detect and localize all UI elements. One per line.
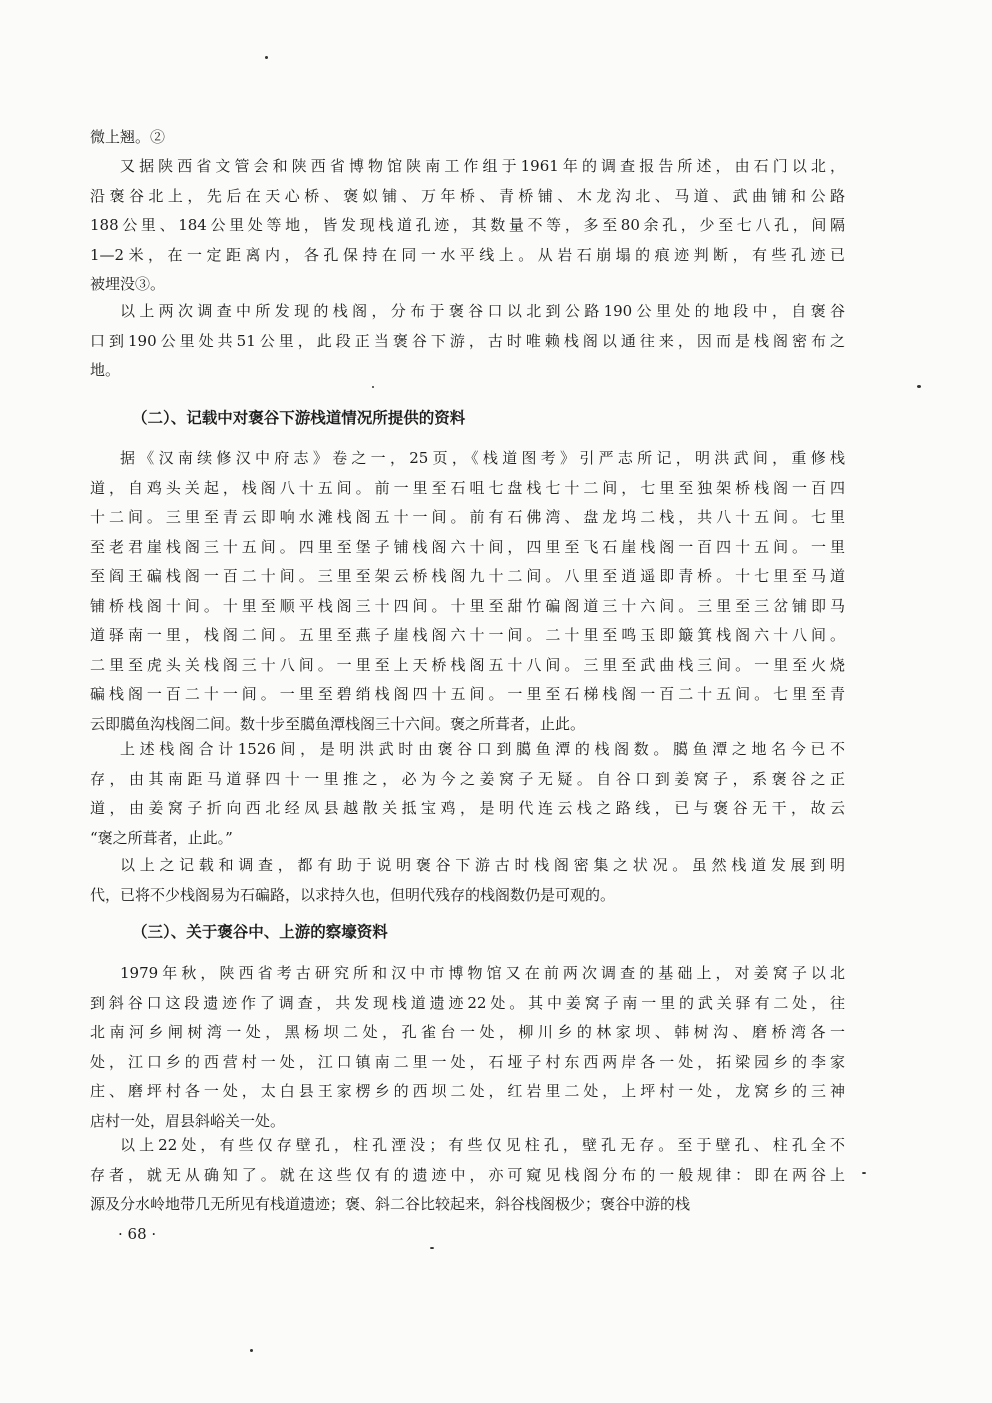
page-number: · 68 · (118, 1225, 157, 1243)
text-line: 存，由其南距马道驿四十一里推之，必为今之姜窝子无疑。自谷口到姜窝子，系褒谷之正 (90, 769, 845, 788)
text-line: 以上两次调查中所发现的栈阁，分布于褒谷口以北到公路190公里处的地段中，自褒谷 (120, 302, 845, 320)
paragraph-8 (90, 1131, 845, 1220)
scan-speck (917, 385, 921, 388)
text-line: 沿褒谷北上，先后在天心桥、褒姒铺、万年桥、青桥铺、木龙沟北、马道、武曲铺和公路 (90, 186, 845, 205)
text-line: 存者，就无从确知了。就在这些仅有的遗迹中，亦可窥见栈阁分布的一般规律：即在两谷上 (90, 1165, 845, 1184)
scan-speck (430, 1247, 434, 1249)
text-line: 十二间。三里至青云即响水滩栈阁五十一间。前有石佛湾、盘龙坞二栈，共八十五间。七里 (90, 508, 845, 526)
section-heading-2: （二）、记载中对褒谷下游栈道情况所提供的资料 (132, 409, 466, 427)
text-line: 道，由姜窝子折向西北经凤县越散关抵宝鸡，是明代连云栈之路线，已与褒谷无干，故云 (90, 799, 845, 817)
text-line: 口到190公里处共51公里，此段正当褒谷下游，古时唯赖栈阁以通往来，因而是栈阁密布之 (90, 331, 845, 350)
text-line: 道，自鸡头关起，栈阁八十五间。前一里至石咀七盘栈七十二间，七里至独架桥栈阁一百四 (90, 478, 845, 497)
text-line: 云即臈鱼沟栈阁二间。数十步至臈鱼潭栈阁三十六间。褒之所葺者，止此。 (90, 714, 586, 733)
text-line: 据《汉南续修汉中府志》卷之一，25页，《栈道图考》引严志所记，明洪武间，重修栈 (120, 449, 845, 467)
scan-speck (862, 1172, 866, 1174)
text-line: 到斜谷口这段遗迹作了调查，共发现栈道遗迹22处。其中姜窝子南一里的武关驿有二处，往 (90, 993, 845, 1012)
paragraph-3 (90, 297, 845, 386)
scan-speck (250, 1349, 253, 1352)
text-line: 1979年秋，陕西省考古研究所和汉中市博物馆又在前两次调查的基础上，对姜窝子以北 (120, 964, 845, 982)
text-line: “褒之所葺者，止此。” (90, 828, 233, 847)
text-line: 碥栈阁一百二十一间。一里至碧绡栈阁四十五间。一里至石梯栈阁一百二十五间。七里至青 (90, 685, 845, 703)
paragraph-2 (90, 152, 845, 300)
text-line: 源及分水岭地带几无所见有栈道遗迹；褒、斜二谷比较起来，斜谷栈阁极少；褒谷中游的栈 (90, 1195, 691, 1213)
text-line: 上述栈阁合计1526间，是明洪武时由褒谷口到臈鱼潭的栈阁数。臈鱼潭之地名今已不 (120, 740, 845, 758)
paragraph-5 (90, 735, 845, 853)
text-line: 地。 (90, 361, 121, 379)
paragraph-4 (90, 444, 845, 739)
text-line: 188公里、184公里处等地，皆发现栈道孔迹，其数量不等，多至80余孔，少至七八孔，间隔 (90, 216, 845, 234)
paragraph-1 (90, 123, 845, 153)
text-line: 至老君崖栈阁三十五间。四里至堡子铺栈阁六十间，四里至飞石崖栈阁一百四十五间。一里 (90, 537, 845, 556)
text-line: 处，江口乡的西营村一处，江口镇南二里一处，石垭子村东西两岸各一处，拓梁园乡的李家 (90, 1052, 845, 1071)
text-line: 道驿南一里，栈阁二间。五里至燕子崖栈阁六十一间。二十里至鸣玉即簸箕栈阁六十八间。 (90, 626, 845, 644)
text-line: 北南河乡闸树湾一处，黑杨坝二处，孔雀台一处，柳川乡的林家坝、韩树沟、磨桥湾各一 (90, 1023, 845, 1041)
text-line: 以上之记载和调查，都有助于说明褒谷下游古时栈阁密集之状况。虽然栈道发展到明 (120, 856, 845, 874)
text-line: 铺桥栈阁十间。十里至顺平栈阁三十四间。十里至甜竹碥阁道三十六间。三里至三岔铺即马 (90, 596, 845, 615)
text-line: 店村一处，眉县斜峪关一处。 (90, 1111, 286, 1130)
text-line: 被埋没③。 (90, 275, 166, 293)
text-line: 二里至虎头关栈阁三十八间。一里至上天桥栈阁五十八间。三里至武曲栈三间。一里至火烧 (90, 655, 845, 674)
scan-speck (265, 56, 268, 59)
text-line: 1—2米，在一定距离内，各孔保持在同一水平线上。从岩石崩塌的痕迹判断，有些孔迹已 (90, 245, 845, 264)
text-line: 代，已将不少栈阁易为石碥路，以求持久也，但明代残存的栈阁数仍是可观的。 (90, 885, 616, 904)
text-line: 庄、磨坪村各一处，太白县王家楞乡的西坝二处，红岩里二处，上坪村一处，龙窝乡的三神 (90, 1082, 845, 1100)
section-heading-3: （三）、关于褒谷中、上游的察壕资料 (132, 923, 388, 941)
paragraph-6 (90, 851, 845, 910)
text-line: 至阎王碥栈阁一百二十间。三里至架云桥栈阁九十二间。八里至逍遥即青桥。十七里至马道 (90, 567, 845, 585)
text-line: 微上翘。② (90, 128, 166, 146)
scan-speck (372, 386, 374, 388)
text-line: 以上22处，有些仅存壁孔，柱孔湮没；有些仅见柱孔，壁孔无存。至于壁孔、柱孔全不 (120, 1136, 845, 1154)
text-line: 又据陕西省文管会和陕西省博物馆陕南工作组于1961年的调查报告所述，由石门以北， (120, 157, 845, 175)
paragraph-7 (90, 959, 845, 1136)
